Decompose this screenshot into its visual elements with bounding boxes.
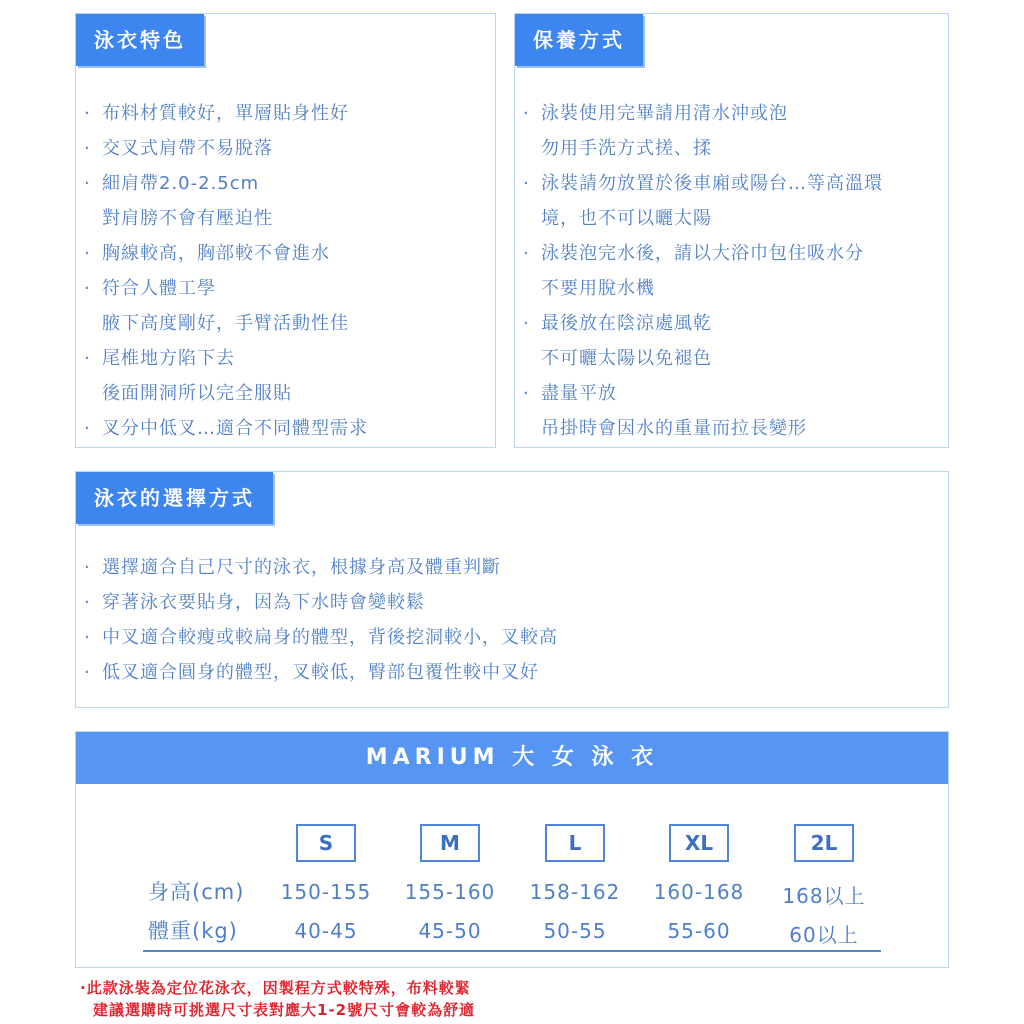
size-box: S bbox=[296, 824, 356, 862]
table-underline bbox=[143, 950, 881, 952]
bullet-icon: · bbox=[523, 313, 530, 334]
height-value: 155-160 bbox=[404, 880, 496, 904]
list-item-text: 泳裝泡完水後，請以大浴巾包住吸水分 bbox=[541, 243, 864, 264]
list-item bbox=[84, 306, 368, 341]
list-item-text: 符合人體工學 bbox=[102, 278, 216, 299]
list-item-text: 對肩膀不會有壓迫性 bbox=[102, 208, 273, 229]
size-chart-title: MARIUM 大 女 泳 衣 bbox=[76, 732, 948, 784]
list-item-text: 最後放在陰涼處風乾 bbox=[541, 313, 712, 334]
choose-panel bbox=[75, 471, 949, 708]
list-item-text: 後面開洞所以完全服貼 bbox=[102, 383, 292, 404]
care-list bbox=[523, 96, 883, 446]
list-item bbox=[523, 166, 883, 201]
list-item-text: 低叉適合圓身的體型，叉較低，臀部包覆性較中叉好 bbox=[102, 662, 539, 683]
bullet-icon: · bbox=[523, 103, 530, 124]
size-box: M bbox=[420, 824, 480, 862]
list-item bbox=[84, 376, 368, 411]
choose-list bbox=[84, 550, 558, 690]
bullet-icon: · bbox=[523, 173, 530, 194]
list-item-text: 吊掛時會因水的重量而拉長變形 bbox=[541, 418, 807, 439]
list-item-text: 布料材質較好，單層貼身性好 bbox=[102, 103, 349, 124]
height-label: 身高(cm) bbox=[148, 880, 245, 904]
features-list bbox=[84, 96, 368, 446]
bullet-icon: · bbox=[84, 662, 91, 683]
list-item-text: 勿用手洗方式搓、揉 bbox=[541, 138, 712, 159]
bullet-icon: · bbox=[84, 138, 91, 159]
size-box: 2L bbox=[794, 824, 854, 862]
list-item-text: 泳裝請勿放置於後車廂或陽台…等高溫環 bbox=[541, 173, 883, 194]
list-item bbox=[84, 201, 368, 236]
weight-value: 60以上 bbox=[789, 923, 859, 947]
weight-label: 體重(kg) bbox=[148, 919, 238, 943]
list-item-text: 盡量平放 bbox=[541, 383, 617, 404]
list-item bbox=[523, 96, 883, 131]
list-item bbox=[84, 620, 558, 655]
list-item bbox=[84, 585, 558, 620]
list-item bbox=[523, 341, 883, 376]
bullet-icon: · bbox=[523, 243, 530, 264]
note-line-2: 建議選購時可挑選尺寸表對應大1-2號尺寸會較為舒適 bbox=[93, 1001, 476, 1019]
weight-value: 55-60 bbox=[667, 919, 731, 943]
list-item bbox=[523, 411, 883, 446]
list-item-text: 選擇適合自己尺寸的泳衣，根據身高及體重判斷 bbox=[102, 557, 501, 578]
bullet-icon: · bbox=[84, 173, 91, 194]
height-value: 168以上 bbox=[782, 884, 866, 908]
list-item-text: 中叉適合較瘦或較扁身的體型，背後挖洞較小，叉較高 bbox=[102, 627, 558, 648]
bullet-icon: · bbox=[84, 592, 91, 613]
list-item bbox=[84, 550, 558, 585]
size-box: XL bbox=[669, 824, 729, 862]
list-item bbox=[523, 271, 883, 306]
list-item bbox=[523, 131, 883, 166]
features-panel bbox=[75, 13, 496, 448]
care-title: 保養方式 bbox=[515, 14, 643, 66]
list-item bbox=[84, 131, 368, 166]
size-chart-panel bbox=[75, 731, 949, 968]
list-item bbox=[523, 376, 883, 411]
list-item-text: 尾椎地方陷下去 bbox=[102, 348, 235, 369]
choose-title: 泳衣的選擇方式 bbox=[76, 472, 273, 524]
bullet-icon: · bbox=[523, 383, 530, 404]
bullet-icon: · bbox=[84, 418, 91, 439]
list-item bbox=[523, 306, 883, 341]
bullet-icon: · bbox=[84, 348, 91, 369]
list-item bbox=[84, 341, 368, 376]
note-line-1: ·此款泳裝為定位花泳衣，因製程方式較特殊，布料較緊 bbox=[80, 979, 471, 997]
bullet-icon: · bbox=[84, 627, 91, 648]
weight-value: 50-55 bbox=[543, 919, 607, 943]
list-item-text: 腋下高度剛好，手臂活動性佳 bbox=[102, 313, 349, 334]
height-value: 150-155 bbox=[280, 880, 372, 904]
list-item-text: 細肩帶2.0-2.5cm bbox=[102, 173, 260, 194]
height-value: 160-168 bbox=[653, 880, 745, 904]
list-item bbox=[84, 166, 368, 201]
care-panel bbox=[514, 13, 949, 448]
weight-value: 40-45 bbox=[294, 919, 358, 943]
list-item-text: 叉分中低叉…適合不同體型需求 bbox=[102, 418, 368, 439]
size-box: L bbox=[545, 824, 605, 862]
list-item bbox=[84, 236, 368, 271]
list-item bbox=[523, 236, 883, 271]
list-item-text: 不可曬太陽以免褪色 bbox=[541, 348, 712, 369]
bullet-icon: · bbox=[84, 243, 91, 264]
list-item bbox=[523, 201, 883, 236]
list-item bbox=[84, 271, 368, 306]
bullet-icon: · bbox=[84, 278, 91, 299]
list-item-text: 胸線較高，胸部較不會進水 bbox=[102, 243, 330, 264]
features-title: 泳衣特色 bbox=[76, 14, 204, 66]
height-value: 158-162 bbox=[529, 880, 621, 904]
weight-value: 45-50 bbox=[418, 919, 482, 943]
bullet-icon: · bbox=[84, 103, 91, 124]
bullet-icon: · bbox=[84, 557, 91, 578]
list-item bbox=[84, 96, 368, 131]
list-item bbox=[84, 655, 558, 690]
list-item bbox=[84, 411, 368, 446]
list-item-text: 交叉式肩帶不易脫落 bbox=[102, 138, 273, 159]
list-item-text: 不要用脫水機 bbox=[541, 278, 655, 299]
list-item-text: 境，也不可以曬太陽 bbox=[541, 208, 712, 229]
list-item-text: 穿著泳衣要貼身，因為下水時會變較鬆 bbox=[102, 592, 425, 613]
list-item-text: 泳裝使用完畢請用清水沖或泡 bbox=[541, 103, 788, 124]
